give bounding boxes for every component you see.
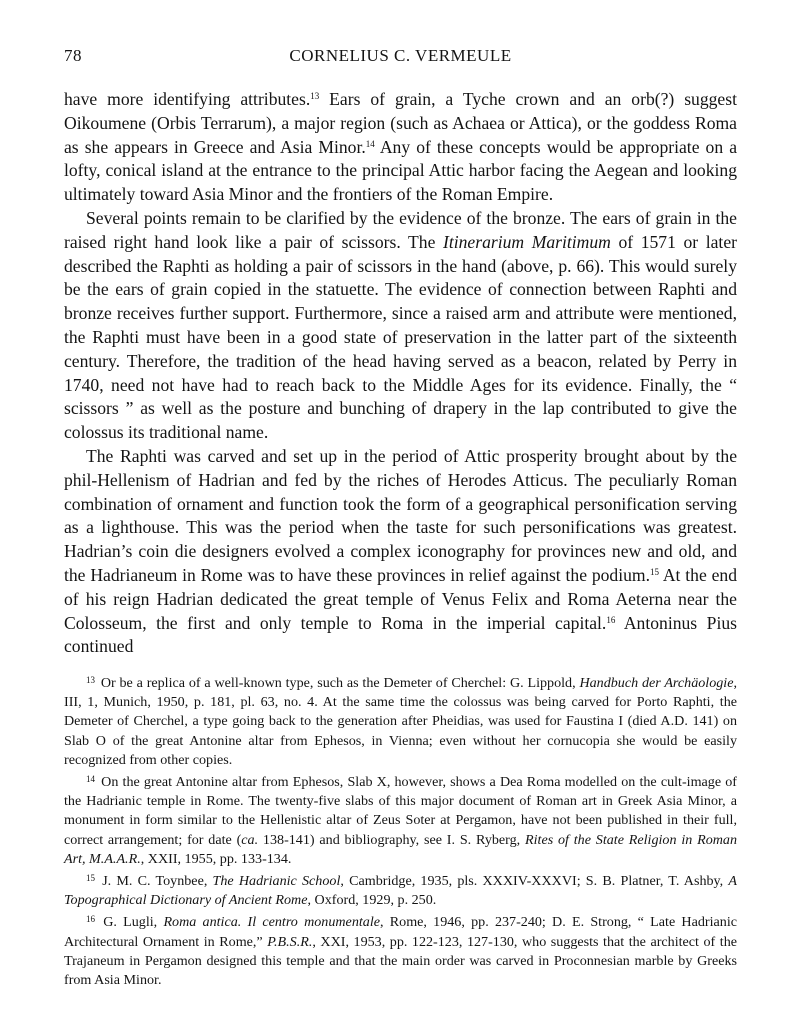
paragraph-1: [64, 88, 737, 207]
footnote-ref-14: 14: [365, 138, 375, 149]
text-run: of 1571 or later described the Raphti as holding a pair of scissors in the hand (above, p. 66). This would surely be the ears of grain copied in the statuette. The evidence of connection between Raphti and bronze receives further support. Furthermore, since a raised arm and attribute were mentioned, the Raphti must have been in a good state of preservation in the latter part of the sixteenth century. Therefore, the tradition of the head having served as a beacon, related by Perry in 1740, need not have had to reach back to the Middle Ages for its evidence. Finally, the “ scissors ” as well as the posture and bunching of drapery in the lap contributed to give the colossus its traditional name.: [64, 231, 737, 443]
text-run: , Rome, 1946, pp. 237-240; D. E. Strong, “ Late Hadrianic Architectural Ornament in Rome,”: [64, 914, 737, 950]
text-run: , Oxford, 1929, p. 250.: [307, 892, 437, 909]
text-run: , XXII, 1955, pp. 133-134.: [140, 850, 292, 867]
text-run: Several points remain to be clarified by the evidence of the bronze. The ears of grain in the raised right hand look like a pair of scissors. The: [64, 207, 737, 252]
body-text: [64, 88, 737, 659]
footnote-16: [64, 910, 737, 990]
italic-title: A Topographical Dictionary of Ancient Rome: [64, 873, 738, 909]
text-run: J. M. C. Toynbee,: [97, 873, 213, 890]
text-run: On the great Antonine altar from Ephesos, Slab X, however, shows a Dea Roma modelled on the cult-image of the Hadrianic temple in Rome. The twenty-five slabs of this major document of Roman art in Greek Asia Minor, a monument in form similar to the Hellenistic altar of Zeus Soter at Pergamon, have not been published in their full, correct arrangement; for date (: [64, 774, 737, 848]
paragraph-3: [64, 445, 737, 659]
footnote-number: 15: [86, 873, 95, 884]
italic-title: Itinerarium Maritimum: [442, 231, 611, 252]
page-header: [64, 46, 737, 72]
text-run: Any of these concepts would be appropriate on a lofty, conical island at the entrance to the principal Attic harbor facing the Aegean and looking ultimately toward Asia Minor and the frontiers of the Roman Empire.: [64, 136, 738, 205]
text-run: 138-141) and bibliography, see I. S. Ryberg,: [258, 831, 525, 848]
footnote-ref-16: 16: [606, 614, 616, 625]
page-number: 78: [64, 46, 82, 65]
text-run: The Raphti was carved and set up in the period of Attic prosperity brought about by the phil-Hellenism of Hadrian and fed by the riches of Herodes Atticus. The peculiarly Roman combination of ornament and function took the form of a geographical personification serving as a lighthouse. This was the period when the taste for such personifications was greatest. Hadrian’s coin die designers evolved a complex iconography for provinces new and old, and the Hadrianeum in Rome was to have these provinces in relief against the podium.: [64, 445, 737, 585]
paragraph-2: [64, 207, 737, 445]
italic-title: Rites of the State Religion in Roman Art, M.A.A.R.: [64, 831, 738, 867]
italic-title: P.B.S.R.: [267, 933, 313, 950]
text-run: At the end of his reign Hadrian dedicated the great temple of Venus Felix and Roma Aeterna near the Colosseum, the first and only temple to Roma in the imperial capital.: [64, 564, 737, 633]
italic-title: Handbuch der Archäologie: [579, 675, 734, 691]
text-run: , XXI, 1953, pp. 122-123, 127-130, who suggests that the architect of the Trajaneum in Pergamon designed this temple and that the main order was carved in Proconnesian marble by Greeks from Asia Minor.: [64, 933, 737, 989]
italic-text: ca.: [241, 831, 259, 848]
footnotes: [64, 671, 737, 990]
footnote-ref-15: 15: [650, 566, 659, 577]
text-run: , III, 1, Munich, 1950, p. 181, pl. 63, no. 4. At the same time the colossus was being carved for Porto Raphti, the Demeter of Cherchel, a type going back to the generation after Pheidias, was used for Faustina I (died A.D. 141) on Slab O of the great Antonine altar from Ephesos, in Vienna; even without her cornucopia she would be easily recognized from other copies.: [64, 675, 737, 768]
footnote-14: [64, 770, 737, 869]
footnote-number: 14: [86, 774, 95, 785]
italic-title: Roma antica. Il centro monumentale: [163, 914, 380, 931]
running-head: CORNELIUS C. VERMEULE: [289, 46, 512, 65]
text-run: Or be a replica of a well-known type, such as the Demeter of Cherchel: G. Lippold,: [97, 675, 580, 691]
text-run: Ears of grain, a Tyche crown and an orb(?) suggest Oikoumene (Orbis Terrarum), a major region (such as Achaea or Attica), or the goddess Roma as she appears in Greece and Asia Minor.: [64, 89, 737, 157]
text-run: Antoninus Pius continued: [64, 612, 737, 657]
footnote-15: [64, 869, 737, 910]
footnote-number: 16: [86, 914, 95, 925]
text-run: have more identifying attributes.: [64, 89, 311, 109]
text-run: G. Lugli,: [97, 914, 164, 931]
footnote-ref-13: 13: [310, 91, 320, 101]
footnote-13: [64, 671, 737, 770]
text-run: , Cambridge, 1935, pls. XXXIV-XXXVI; S. B. Platner, T. Ashby,: [340, 873, 729, 890]
footnote-number: 13: [86, 675, 95, 685]
italic-title: The Hadrianic School: [212, 873, 341, 890]
